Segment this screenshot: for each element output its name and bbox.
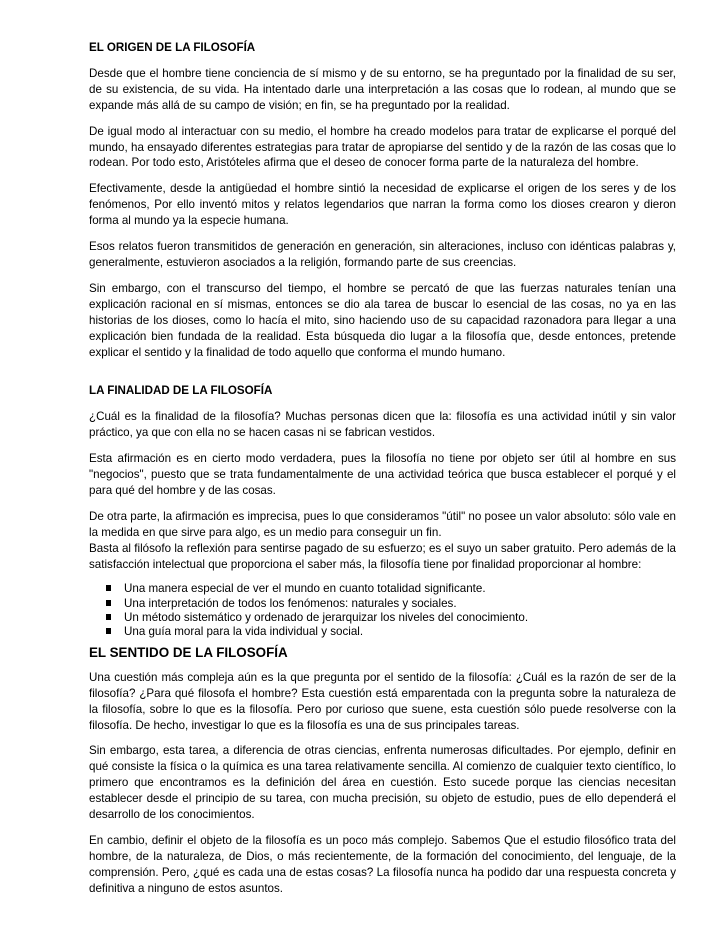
list-item-text: Una guía moral para la vida individual y social.	[124, 624, 364, 638]
paragraph: Desde que el hombre tiene conciencia de sí mismo y de su entorno, se ha preguntado por la finalidad de su ser, de su existencia, de su vida. Ha intentado darle una interpretación a las cosas que lo rodean, al mundo que se expande más allá de su campo de visión; en fin, se ha preguntado por la realidad.	[89, 66, 676, 112]
paragraph: Sin embargo, esta tarea, a diferencia de otras ciencias, enfrenta numerosas dificultades. Por ejemplo, definir en qué consiste la física o la química es una tarea relativamente sencilla. Al comienzo de cualquier texto científico, lo primero que encontramos es la definición del área en cuestión. Esto sucede porque las ciencias necesitan establecer desde el principio de su tarea, con mucha precisión, su objeto de estudio, pues de ello dependerá el desarrollo de los conocimientos.	[89, 744, 676, 822]
section-title-origen: EL ORIGEN DE LA FILOSOFÍA	[89, 41, 256, 54]
list-item	[106, 625, 676, 639]
document-page	[89, 40, 676, 907]
square-bullet-icon	[106, 614, 111, 620]
purpose-list	[89, 582, 676, 638]
list-item-text: Una interpretación de todos los fenómenos: naturales y sociales.	[124, 596, 457, 610]
paragraph: ¿Cuál es la finalidad de la filosofía? Muchas personas dicen que la: filosofía es una actividad inútil y sin valor práctico, ya que con ella no se hacen casas ni se fabrican vestidos.	[89, 410, 676, 440]
list-item-text: Una manera especial de ver el mundo en cuanto totalidad significante.	[124, 582, 486, 596]
section-spacer	[89, 370, 676, 383]
paragraph: Basta al filósofo la reflexión para sentirse pagado de su esfuerzo; es el suyo un saber gratuito. Pero además de la satisfacción intelectual que proporciona el saber más, la filosofía tiene por finalidad proporcionar al hombre:	[89, 541, 676, 571]
paragraph: Esos relatos fueron transmitidos de generación en generación, sin alteraciones, incluso con idénticas palabras y, generalmente, estuvieron asociados a la religión, formando parte de sus creencias.	[89, 240, 676, 269]
paragraph: Sin embargo, con el transcurso del tiempo, el hombre se percató de que las fuerzas naturales tenían una explicación racional en sí mismas, entonces se dio ala tarea de buscar lo esencial de las cosas, no ya en las historias de los dioses, como lo hacía el mito, sino haciendo uso de su capacidad razonadora para llegar a una explicación bien fundada de la realidad. Esta búsqueda dio lugar a la filosofía que, desde entonces, pretende explicar el sentido y la finalidad de todo aquello que conforma el mundo humano.	[89, 281, 676, 359]
paragraph: Una cuestión más compleja aún es la que pregunta por el sentido de la filosofía: ¿Cuál es la razón de ser de la filosofía? ¿Para qué filosofa el hombre? Esta cuestión está emparentada con la pregunta sobre la naturaleza de la filosofía, sobre lo que es la filosofía. Pero por curioso que suene, esta cuestión sólo puede resolverse con la filosofía. De hecho, investigar lo que es la filosofía es una de sus principales tareas.	[89, 670, 676, 732]
list-item-text: Un método sistemático y ordenado de jerarquizar los niveles del conocimiento.	[124, 610, 529, 624]
list-item	[106, 611, 676, 625]
square-bullet-icon	[106, 585, 111, 591]
section-title-sentido: EL SENTIDO DE LA FILOSOFÍA	[89, 644, 288, 660]
paragraph: De igual modo al interactuar con su medio, el hombre ha creado modelos para tratar de explicarse el porqué del mundo, ha ensayado diferentes estrategias para tratar de apropiarse del sentido y de la razón de las cosas que lo rodean. Por todo esto, Aristóteles afirma que el deseo de conocer forma parte de la naturaleza del hombre.	[89, 124, 676, 170]
square-bullet-icon	[106, 628, 111, 634]
paragraph: En cambio, definir el objeto de la filosofía es un poco más complejo. Sabemos Que el estudio filosófico trata del hombre, de la naturaleza, de Dios, o más recientemente, de la formación del conocimiento, del lenguaje, de la comprensión. Pero, ¿qué es cada una de estas cosas? La filosofía nunca ha podido dar una respuesta concreta y definitiva a ninguno de estos asuntos.	[89, 834, 676, 895]
list-item	[106, 582, 676, 596]
paragraph: Esta afirmación es en cierto modo verdadera, pues la filosofía no tiene por objeto ser útil al hombre en sus "negocios", puesto que se trata fundamentalmente de una actividad teórica que busca establecer el porqué y el para qué del hombre y de las cosas.	[89, 452, 676, 497]
list-item	[106, 597, 676, 611]
square-bullet-icon	[106, 600, 111, 606]
paragraph: De otra parte, la afirmación es imprecisa, pues lo que consideramos "útil" no posee un valor absoluto: sólo vale en la medida en que sirve para algo, es un medio para conseguir un fin.	[89, 509, 676, 539]
section-title-finalidad: LA FINALIDAD DE LA FILOSOFÍA	[89, 384, 273, 398]
paragraph: Efectivamente, desde la antigüedad el hombre sintió la necesidad de explicarse el origen de los seres y de los fenómenos, Por ello inventó mitos y relatos legendarios que narran la forma como los dioses crearon y dieron forma al mundo ya la especie humana.	[89, 182, 676, 228]
